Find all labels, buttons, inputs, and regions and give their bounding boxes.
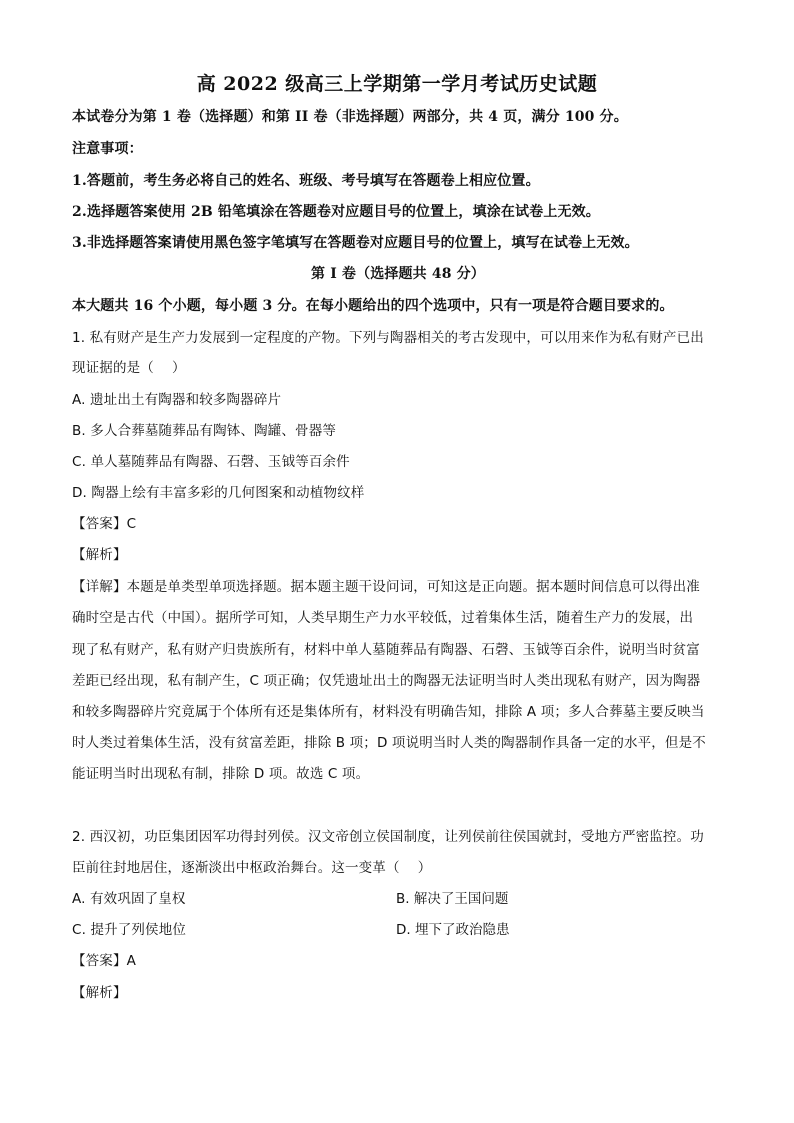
q2-option-d: D. 埋下了政治隐患	[396, 922, 510, 938]
q1-detail-line-2: 确时空是古代（中国）。据所学可知，人类早期生产力水平较低，过着集体生活，随着生产力的发展，出	[72, 610, 694, 626]
q1-stem-line-1: 1. 私有财产是生产力发展到一定程度的产物。下列与陶器相关的考古发现中，可以用来作为私有财产已出	[72, 330, 704, 346]
q2-answer: 【答案】A	[72, 953, 136, 969]
q2-analysis-label: 【解析】	[72, 985, 127, 1001]
q2-option-c: C. 提升了列侯地位	[72, 922, 187, 938]
q1-detail-line-7: 能证明当时出现私有制，排除 D 项。故选 C 项。	[72, 766, 370, 782]
q2-stem-line-1: 2. 西汉初，功臣集团因军功得封列侯。汉文帝创立侯国制度，让列侯前往侯国就封，受地方严密监控。功	[72, 829, 704, 845]
q1-detail-line-1: 【详解】本题是单类型单项选择题。据本题主题干设问词，可知这是正向题。据本题时间信息可以得出准	[72, 579, 700, 595]
q1-detail-line-3: 现了私有财产，私有财产归贵族所有，材料中单人墓随葬品有陶器、石磬、玉钺等百余件，说明当时贫富	[72, 642, 700, 658]
page-title: 高 2022 级高三上学期第一学月考试历史试题	[196, 73, 598, 95]
q1-detail-line-5: 和较多陶器碎片究竟属于个体所有还是集体所有，材料没有明确告知，排除 A 项；多人合葬墓主要反映当	[72, 704, 705, 720]
q1-stem-line-2: 现证据的是（ ）	[72, 360, 186, 376]
q1-analysis-label: 【解析】	[72, 547, 127, 563]
q2-option-a: A. 有效巩固了皇权	[72, 891, 186, 907]
q2-option-b: B. 解决了王国问题	[396, 891, 509, 907]
q1-option-b: B. 多人合葬墓随葬品有陶钵、陶罐、骨器等	[72, 423, 336, 439]
q1-option-a: A. 遗址出土有陶器和较多陶器碎片	[72, 392, 282, 408]
note-item-1: 1.答题前，考生务必将自己的姓名、班级、考号填写在答题卷上相应位置。	[72, 173, 540, 189]
section-instruction: 本大题共 16 个小题，每小题 3 分。在每小题给出的四个选项中，只有一项是符合题目要求的。	[72, 298, 674, 314]
exam-intro: 本试卷分为第 1 卷（选择题）和第 II 卷（非选择题）两部分，共 4 页，满分 100 分。	[72, 109, 628, 125]
q1-detail-line-4: 差距已经出现，私有制产生，C 项正确；仅凭遗址出土的陶器无法证明当时人类出现私有财产，因为陶器	[72, 673, 701, 689]
note-item-3: 3.非选择题答案请使用黑色签字笔填写在答题卷对应题目号的位置上，填写在试卷上无效。	[72, 235, 639, 251]
q1-option-c: C. 单人墓随葬品有陶器、石磬、玉钺等百余件	[72, 454, 350, 470]
q1-detail-line-6: 时人类过着集体生活，没有贫富差距，排除 B 项；D 项说明当时人类的陶器制作具备一定的水平，但是不	[72, 735, 706, 751]
q1-option-d: D. 陶器上绘有丰富多彩的几何图案和动植物纹样	[72, 485, 365, 501]
notes-heading: 注意事项：	[72, 141, 143, 157]
note-item-2: 2.选择题答案使用 2B 铅笔填涂在答题卷对应题目号的位置上，填涂在试卷上无效。	[72, 204, 600, 220]
q1-answer: 【答案】C	[72, 516, 137, 532]
q2-stem-line-2: 臣前往封地居住，逐渐淡出中枢政治舞台。这一变革（ ）	[72, 860, 432, 876]
section-heading: 第 I 卷（选择题共 48 分）	[311, 266, 485, 282]
